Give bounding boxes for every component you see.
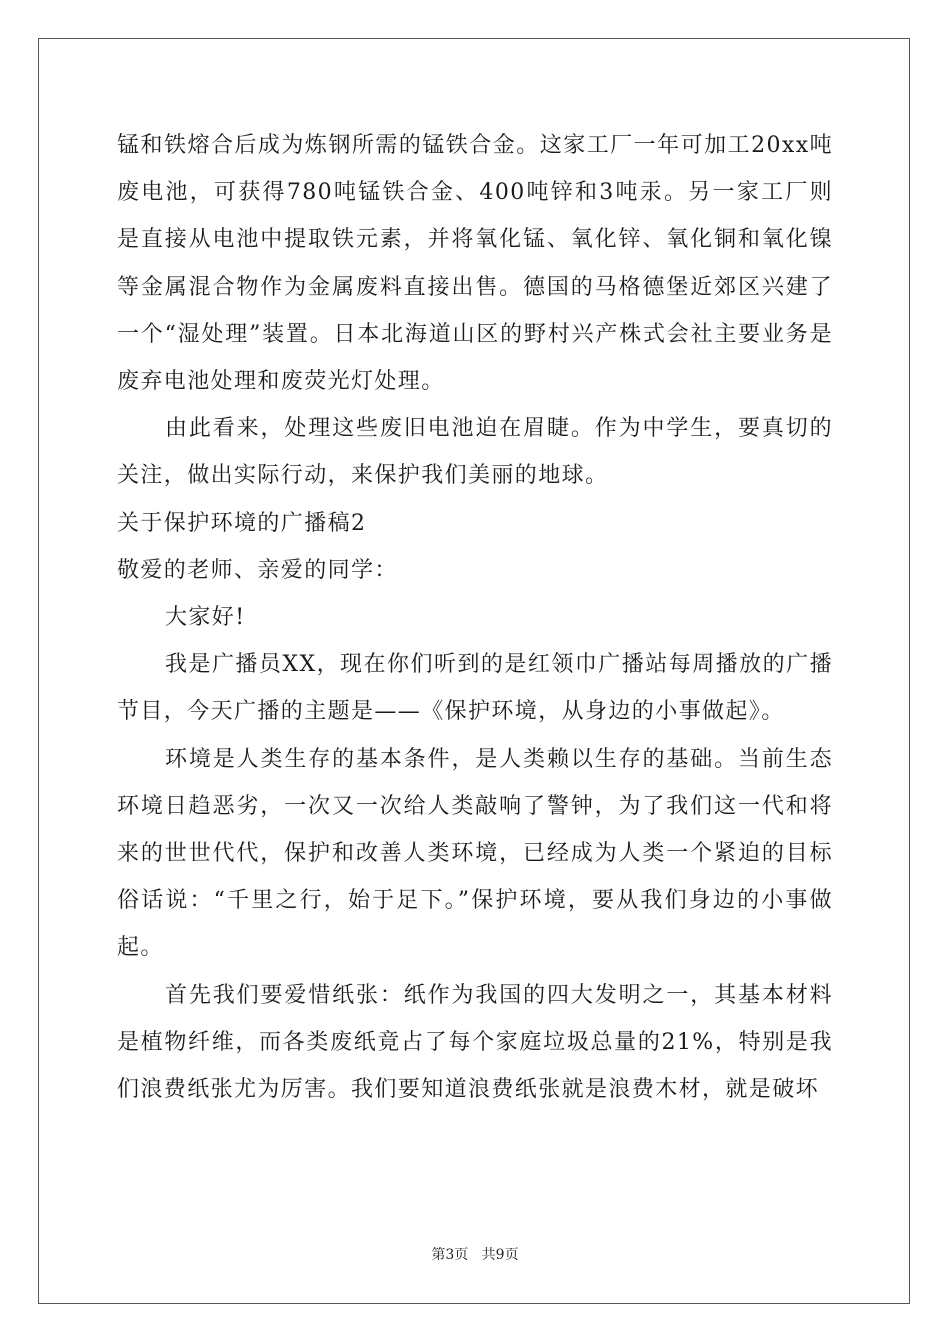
paragraph-paper: 首先我们要爱惜纸张：纸作为我国的四大发明之一，其基本材料是植物纤维，而各类废纸竟占了每个家庭垃圾总量的21%，特别是我们浪费纸张尤为厉害。我们要知道浪费纸张就是浪费木材，就是破坏 — [117, 982, 833, 1103]
greeting: 大家好! — [165, 605, 246, 631]
paragraph-intro: 我是广播员XX，现在你们听到的是红领巾广播站每周播放的广播节目，今天广播的主题是——《保护环境，从身边的小事做起》。 — [117, 652, 833, 725]
section-heading: 关于保护环境的广播稿2 — [117, 510, 367, 536]
page-total: 共9页 — [481, 1247, 519, 1263]
paragraph-1: 锰和铁熔合后成为炼钢所需的锰铁合金。这家工厂一年可加工20xx吨废电池，可获得780吨锰铁合金、400吨锌和3吨汞。另一家工厂则是直接从电池中提取铁元素，并将氧化锰、氧化锌、氧化铜和氧化镍等金属混合物作为金属废料直接出售。德国的马格德堡近郊区兴建了一个“湿处理”装置。日本北海道山区的野村兴产株式会社主要业务是废弃电池处理和废荧光灯处理。 — [117, 133, 833, 395]
paragraph-environment: 环境是人类生存的基本条件，是人类赖以生存的基础。当前生态环境日趋恶劣，一次又一次给人类敲响了警钟，为了我们这一代和将来的世世代代，保护和改善人类环境，已经成为人类一个紧迫的目标俗话说：“千里之行，始于足下。”保护环境，要从我们身边的小事做起。 — [117, 746, 833, 961]
document-body — [117, 122, 833, 1113]
page-number: 第3页 — [431, 1247, 469, 1263]
paragraph-2: 由此看来，处理这些废旧电池迫在眉睫。作为中学生，要真切的关注，做出实际行动，来保护我们美丽的地球。 — [117, 416, 833, 489]
page-footer — [0, 1244, 950, 1264]
salutation: 敬爱的老师、亲爱的同学： — [117, 557, 398, 583]
